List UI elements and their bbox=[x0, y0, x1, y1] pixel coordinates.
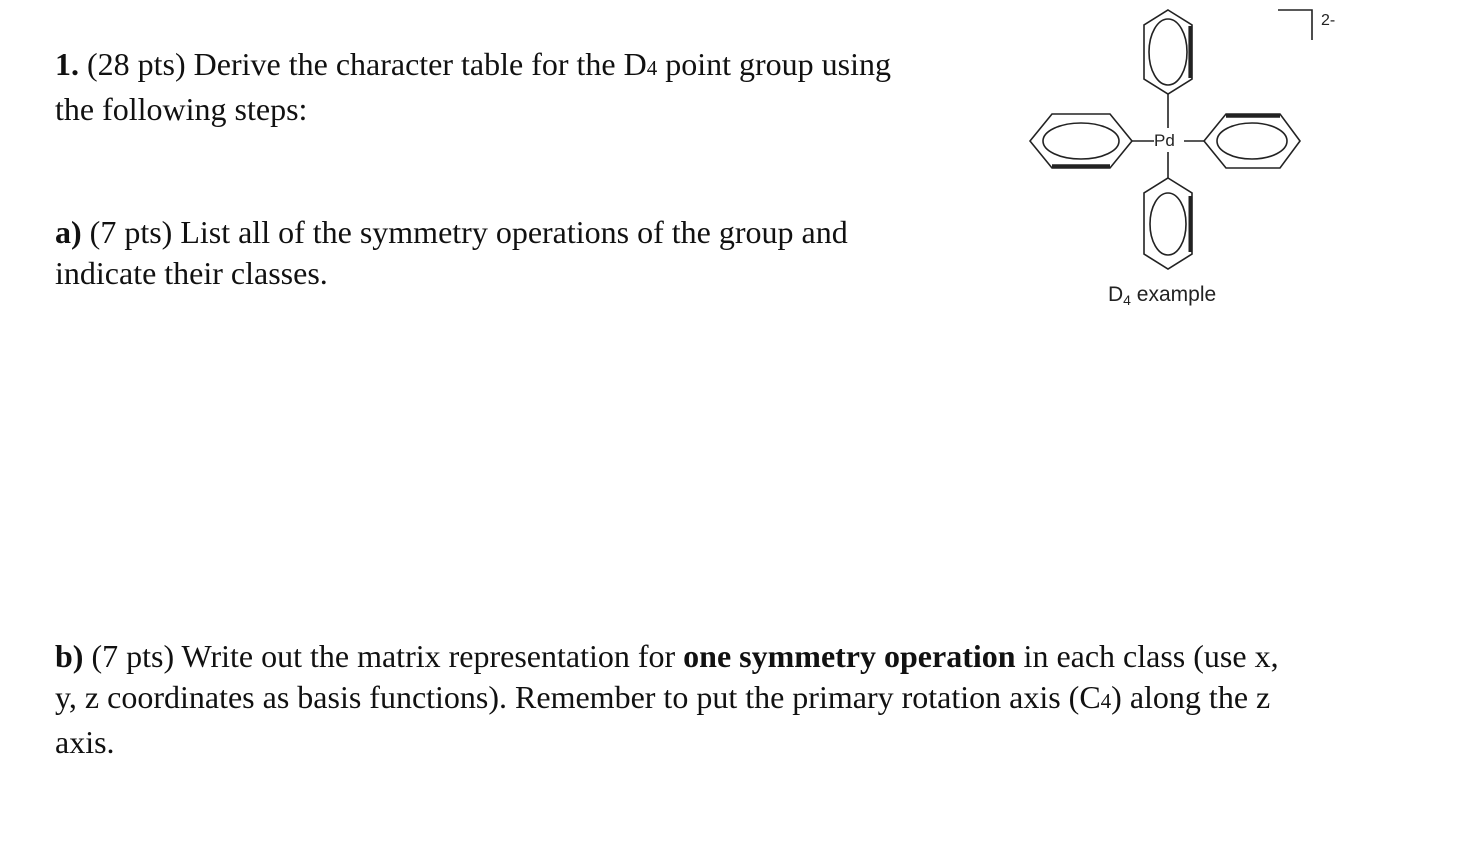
part-b-label: b) bbox=[55, 638, 84, 674]
part-b-text bbox=[55, 636, 1375, 763]
figure-caption: D4 example bbox=[1108, 283, 1217, 308]
part-a-line-2: indicate their classes. bbox=[55, 255, 328, 291]
left-phenyl-ring bbox=[1030, 114, 1132, 168]
question-1-text bbox=[55, 44, 955, 130]
charge-bracket bbox=[1278, 10, 1312, 40]
part-b-line-2: y, z coordinates as basis functions). Remember to put the primary rotation axis (C4) along the z bbox=[55, 679, 1271, 715]
pd-atom-label: Pd bbox=[1154, 131, 1175, 150]
right-phenyl-ring bbox=[1204, 114, 1300, 168]
molecule-figure bbox=[1020, 0, 1350, 320]
charge-label: 2- bbox=[1321, 12, 1336, 29]
emphasis-text: one symmetry operation bbox=[683, 638, 1016, 674]
part-a-text bbox=[55, 212, 935, 294]
question-1-line-1: 1. (28 pts) Derive the character table for the D4 point group using bbox=[55, 46, 892, 82]
part-a-label: a) bbox=[55, 214, 82, 250]
bottom-phenyl-ring bbox=[1144, 178, 1192, 269]
part-a-line-1: a) (7 pts) List all of the symmetry operations of the group and bbox=[55, 214, 848, 250]
tetraphenylpalladate-structure bbox=[1020, 0, 1350, 320]
top-phenyl-ring bbox=[1144, 10, 1192, 94]
part-b-line-1: b) (7 pts) Write out the matrix representation for one symmetry operation in each class (use x, bbox=[55, 638, 1279, 674]
part-b-line-3: axis. bbox=[55, 724, 115, 760]
question-number: 1. bbox=[55, 46, 79, 82]
question-1-line-2: the following steps: bbox=[55, 91, 308, 127]
